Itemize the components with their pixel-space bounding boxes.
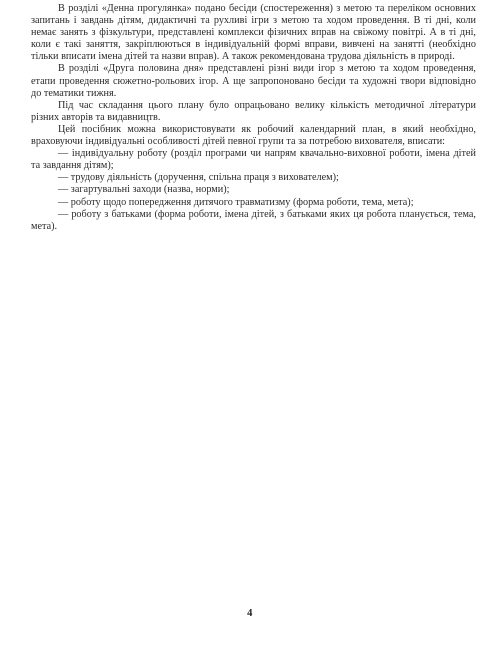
list-item-hardening-measures: — загартувальні заходи (назва, норми); — [58, 184, 230, 196]
body-text — [31, 3, 476, 233]
list-item-individual-work: — індивідуальну роботу (розділ програми чи напрям квачально-виховної роботи, імена дітей та завдання дітям); — [31, 148, 476, 172]
page-number: 4 — [247, 608, 253, 619]
paragraph-methodical-literature: Під час складання цього плану було опрацьовано велику кількість методичної літератури різних авторів та видавництв. — [31, 99, 476, 123]
paragraph-day-walk: В розділі «Денна прогулянка» подано бесіди (спостереження) з метою та переліком основних запитань і завдань дітям, дидактичні та рухливі ігри з метою та ходом проведення. В ті дні, коли немає занять з фізкультури, представлені комплекси фізичних вправ на свіжому повітрі. А в ті дні, коли є такі заняття, закріплюються в індивідуальній формі вправи, вивчені на занятті (необхідно тільки вписати імена дітей та назви вправ). А також рекомендована трудова діяльність в природі. — [31, 3, 476, 63]
list-item-parent-work: — роботу з батьками (форма роботи, імена дітей, з батьками яких ця робота планується, тема, мета). — [31, 208, 476, 232]
paragraph-usage-instructions: Цей посібник можна використовувати як робочий календарний план, в який необхідно, враховуючи індивідуальні особливості дітей певної групи та за потребою вихователя, вписати: — [31, 123, 476, 148]
list-item-labor-activity: — трудову діяльність (доручення, спільна праця з вихователем); — [58, 172, 339, 184]
list-item-injury-prevention: — роботу щодо попередження дитячого травматизму (форма роботи, тема, мета); — [58, 196, 414, 208]
paragraph-second-half-day: В розділі «Друга половина дня» представлені різні види ігор з метою та ходом проведення, етапи проведення сюжетно-рольових ігор. А ще запропоновано бесіди та художні твори відповідно до тематики тижня. — [31, 63, 476, 99]
